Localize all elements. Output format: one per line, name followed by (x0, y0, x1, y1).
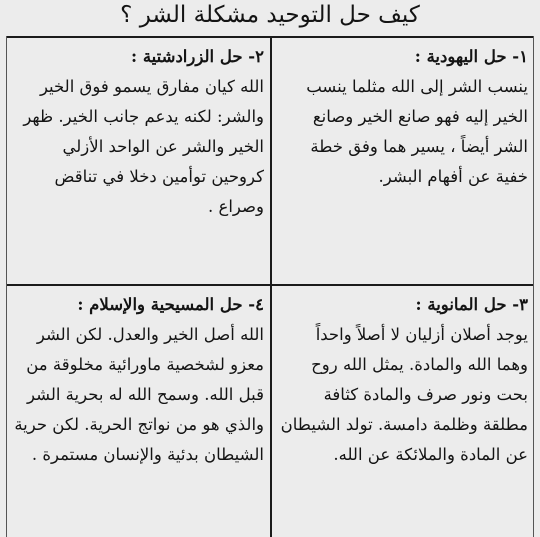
cell-heading: ٤- حل المسيحية والإسلام : (77, 295, 264, 314)
cell-heading: ١- حل اليهودية : (414, 47, 528, 66)
cell-heading: ٣- حل المانوية : (415, 295, 528, 314)
cell-judaism (280, 42, 528, 192)
table-left-border (6, 36, 7, 537)
cell-body: الله أصل الخير والعدل. لكن الشر معزو لشخصية ماورائية مخلوقة من قبل الله. وسمح الله له بحرية الشر والذي هو من نواتج الحرية. لكن حرية الشيطان بدئية والإنسان مستمرة . (14, 325, 264, 464)
page-title: كيف حل التوحيد مشكلة الشر ؟ (120, 2, 420, 28)
cell-heading: ٢- حل الزرادشتية : (131, 47, 264, 66)
cell-body: الله كيان مفارق يسمو فوق الخير والشر: لكنه يدعم جانب الخير. ظهر الخير والشر عن الواحد الأزلي كروحين توأمين دخلا في تناقض وصراع . (23, 77, 264, 216)
cell-body: ينسب الشر إلى الله مثلما ينسب الخير إليه فهو صانع الخير وصانع الشر أيضاً ، يسير هما وفق خطة خفية عن أفهام البشر. (306, 77, 528, 186)
cell-body: يوجد أصلان أزليان لا أصلاً واحداً وهما الله والمادة. يمثل الله روح بحت ونور صرف والمادة كثافة مطلقة وظلمة دامسة. تولد الشيطان عن المادة والملائكة عن الله. (280, 325, 528, 464)
cell-manichaeism (280, 290, 528, 470)
cell-christianity-islam (12, 290, 264, 470)
cell-zoroastrianism (12, 42, 264, 222)
table-right-border (533, 36, 534, 537)
table-center-divider (270, 36, 272, 537)
